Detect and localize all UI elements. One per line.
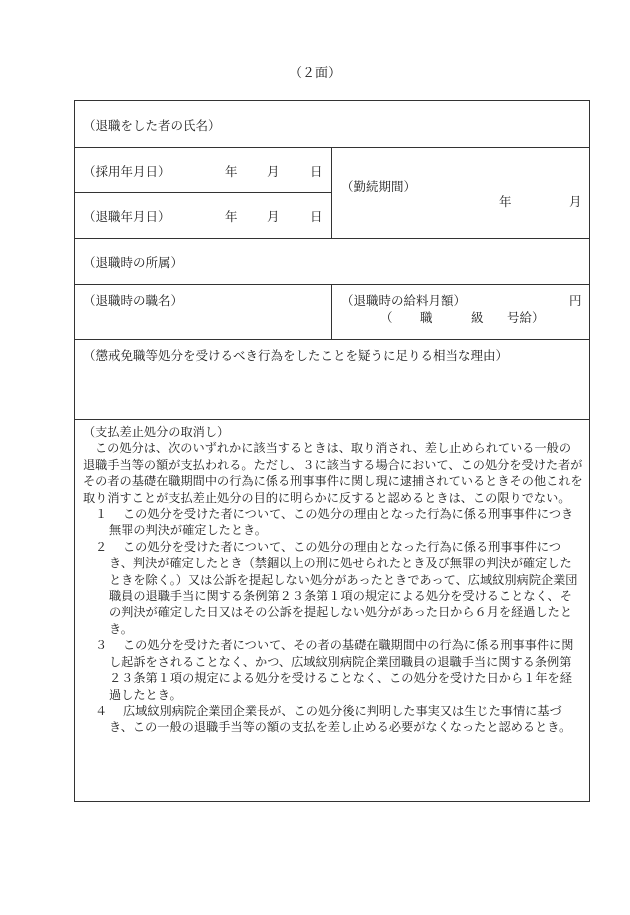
divider bbox=[75, 339, 589, 340]
retiree-name-label: （退職をした者の氏名） bbox=[83, 118, 221, 133]
item-text: この処分を受けた者について、この処分の理由となった行為に係る刑事事件につき無罪の判決が確定したとき。 bbox=[109, 507, 574, 538]
cancellation-intro: この処分は、次のいずれかに該当するときは、取り消され、差し止められている一般の退職手当等の額が支払われる。ただし、３に該当する場合において、この処分を受けた者がその者の基礎在職期間中の行為に係る刑事事件に関し現に逮捕されているときその他これを取り消すことが支払差止処分の目的に明らかに反すると認めるときは、この限りでない。 bbox=[83, 441, 583, 505]
divider bbox=[75, 284, 589, 285]
item-number: ２ bbox=[95, 539, 108, 554]
divider bbox=[75, 419, 589, 420]
notice-form bbox=[74, 100, 590, 802]
salary-grade-kyu: 級 bbox=[471, 310, 484, 325]
position-label: （退職時の職名） bbox=[83, 293, 184, 308]
salary-yen-unit: 円 bbox=[569, 293, 582, 308]
list-item bbox=[83, 539, 583, 637]
hire-month-unit: 月 bbox=[267, 164, 280, 179]
item-text: この処分を受けた者について、この処分の理由となった行為に係る刑事事件につき、判決が確定したとき（禁錮以上の刑に処せられたとき及び無罪の判決が確定したときを除く。）又は公訴を提起しない処分があったときであって、広域紋別病院企業団職員の退職手当に関する条例第２３条第１項の規定による処分を受けることなく、その判決が確定した日又はその公訴を提起しない処分があった日から６月を経過したとき。 bbox=[109, 539, 578, 636]
page-number: （２面） bbox=[288, 66, 341, 81]
service-period-label: （勤続期間） bbox=[341, 179, 417, 194]
divider bbox=[75, 192, 331, 193]
list-item bbox=[83, 637, 583, 703]
item-text: この処分を受けた者について、その者の基礎在職期間中の行為に係る刑事事件に関し起訴をされることなく、かつ、広域紋別病院企業団職員の退職手当に関する条例第２３条第１項の規定による処分を受けることなく、この処分を受けた日から１年を経過したとき。 bbox=[109, 638, 574, 702]
salary-grade-open: （ bbox=[380, 310, 393, 325]
retire-month-unit: 月 bbox=[267, 209, 280, 224]
list-item bbox=[83, 703, 583, 736]
divider bbox=[331, 147, 332, 238]
hire-date-label: （採用年月日） bbox=[83, 164, 171, 179]
retire-year-unit: 年 bbox=[225, 209, 238, 224]
item-number: ３ bbox=[95, 638, 108, 653]
salary-grade-shoku: 職 bbox=[420, 310, 433, 325]
retire-date-label: （退職年月日） bbox=[83, 209, 171, 224]
service-year-unit: 年 bbox=[499, 194, 512, 209]
cancellation-heading: （支払差止処分の取消し） bbox=[83, 425, 230, 439]
divider bbox=[331, 284, 332, 339]
item-text: 広域紋別病院企業団企業長が、この処分後に判明した事実又は生じた事情に基づき、この一般の退職手当等の額の支払を差し止める必要がなくなったと認めるとき。 bbox=[109, 703, 572, 735]
reason-label: （懲戒免職等処分を受けるべき行為をしたことを疑うに足りる相当な理由） bbox=[83, 348, 509, 363]
salary-label: （退職時の給料月額） bbox=[341, 293, 467, 308]
item-number: １ bbox=[95, 507, 108, 522]
divider bbox=[75, 147, 589, 148]
retire-day-unit: 日 bbox=[310, 209, 323, 224]
affiliation-label: （退職時の所属） bbox=[83, 255, 184, 270]
hire-day-unit: 日 bbox=[310, 164, 323, 179]
list-item bbox=[83, 506, 583, 539]
item-number: ４ bbox=[95, 703, 108, 718]
cancellation-section bbox=[83, 424, 583, 736]
service-month-unit: 月 bbox=[569, 194, 582, 209]
divider bbox=[75, 238, 589, 239]
hire-year-unit: 年 bbox=[225, 164, 238, 179]
salary-grade-gokyu: 号給） bbox=[507, 310, 545, 325]
